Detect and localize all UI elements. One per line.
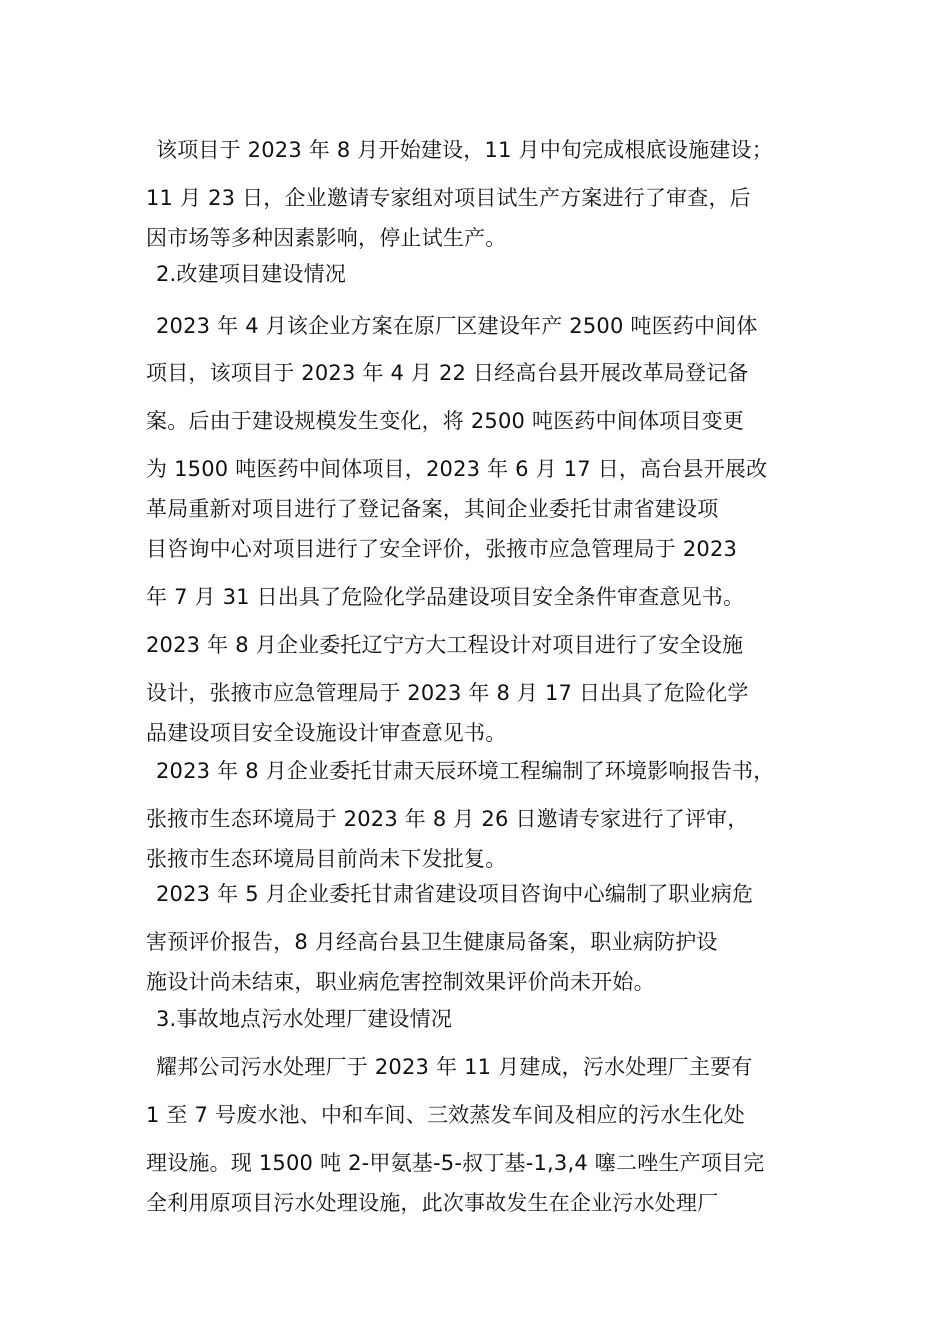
paragraph-line: 为 1500 吨医药中间体项目，2023 年 6 月 17 日，高台县开展改 [146, 457, 768, 481]
paragraph-line: 施设计尚未结束，职业病危害控制效果评价尚未开始。 [146, 970, 655, 994]
paragraph-line: 1 至 7 号废水池、中和车间、三效蒸发车间及相应的污水生化处 [146, 1103, 745, 1127]
paragraph-line: 耀邦公司污水处理厂于 2023 年 11 月建成，污水处理厂主要有 [156, 1055, 753, 1079]
paragraph-line: 害预评价报告，8 月经高台县卫生健康局备案，职业病防护设 [146, 930, 718, 954]
paragraph-line: 品建设项目安全设施设计审查意见书。 [146, 721, 507, 745]
paragraph-line: 2023 年 8 月企业委托辽宁方大工程设计对项目进行了安全设施 [146, 633, 744, 657]
paragraph-line: 2023 年 5 月企业委托甘肃省建设项目咨询中心编制了职业病危 [156, 882, 754, 906]
paragraph-line: 因市场等多种因素影响，停止试生产。 [146, 226, 507, 250]
paragraph-line: 目咨询中心对项目进行了安全评价，张掖市应急管理局于 2023 [146, 537, 738, 561]
paragraph-line: 年 7 月 31 日出具了危险化学品建设项目安全条件审查意见书。 [146, 585, 745, 609]
paragraph-line: 该项目于 2023 年 8 月开始建设，11 月中旬完成根底设施建设； [156, 138, 773, 162]
paragraph-line: 11 月 23 日，企业邀请专家组对项目试生产方案进行了审查，后 [146, 186, 751, 210]
paragraph-line: 2023 年 4 月该企业方案在原厂区建设年产 2500 吨医药中间体 [156, 314, 758, 338]
paragraph-line: 设计，张掖市应急管理局于 2023 年 8 月 17 日出具了危险化学 [146, 681, 749, 705]
paragraph-line: 张掖市生态环境局于 2023 年 8 月 26 日邀请专家进行了评审， [146, 807, 749, 831]
section-heading: 2.改建项目建设情况 [156, 262, 347, 286]
paragraph-line: 张掖市生态环境局目前尚未下发批复。 [146, 847, 507, 871]
paragraph-line: 案。后由于建设规模发生变化，将 2500 吨医药中间体项目变更 [146, 409, 744, 433]
paragraph-line: 理设施。现 1500 吨 2-甲氨基-5-叔丁基-1,3,4 噻二唑生产项目完 [146, 1151, 765, 1175]
paragraph-line: 2023 年 8 月企业委托甘肃天辰环境工程编制了环境影响报告书， [156, 759, 775, 783]
section-heading: 3.事故地点污水处理厂建设情况 [156, 1007, 453, 1031]
paragraph-line: 革局重新对项目进行了登记备案，其间企业委托甘肃省建设项 [146, 497, 719, 521]
paragraph-line: 项目，该项目于 2023 年 4 月 22 日经高台县开展改革局登记备 [146, 361, 749, 385]
paragraph-line: 全利用原项目污水处理设施，此次事故发生在企业污水处理厂 [146, 1191, 719, 1215]
